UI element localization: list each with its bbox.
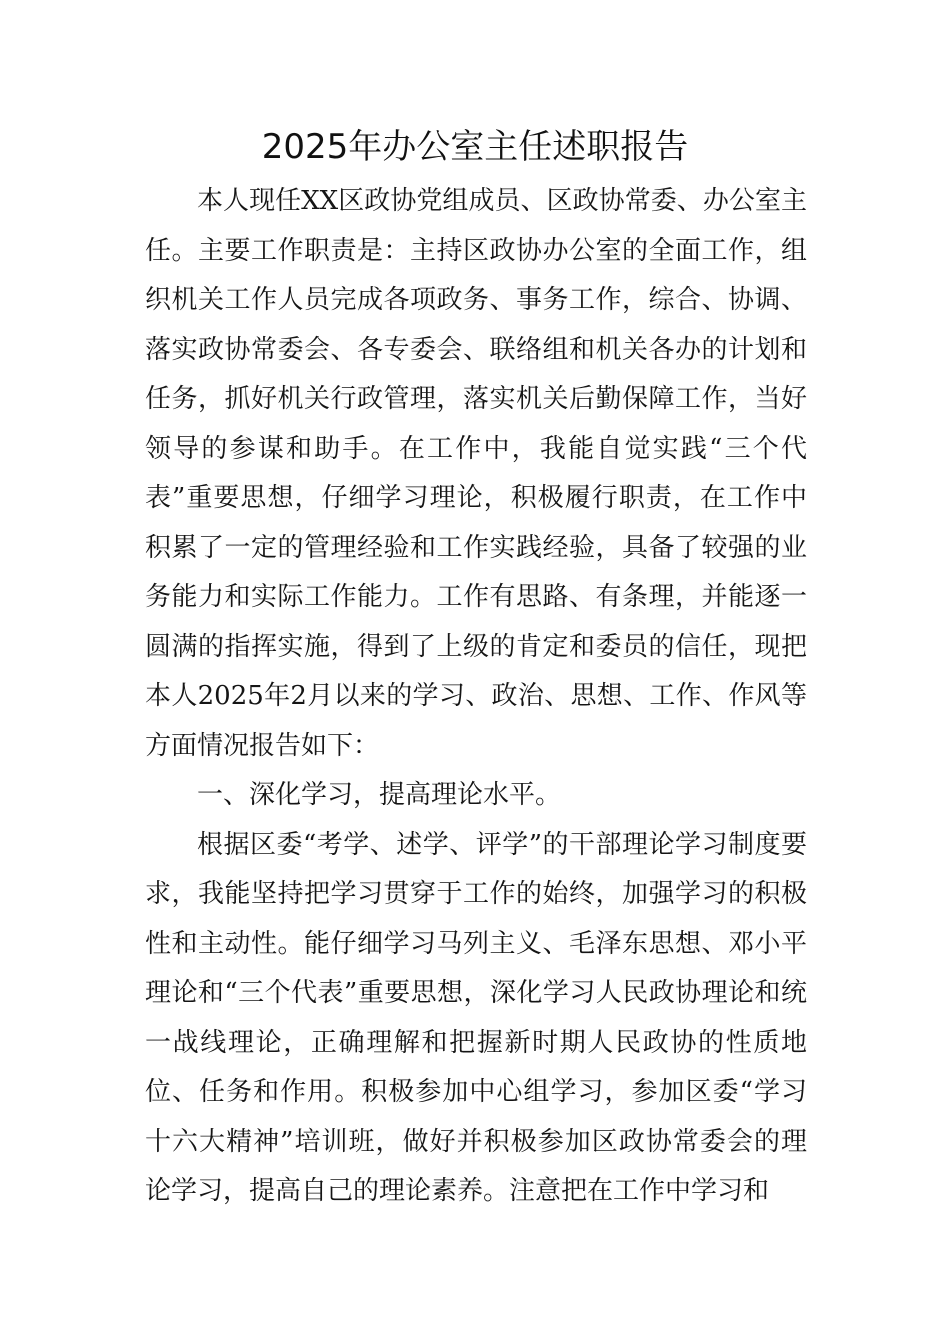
document-title: 2025年办公室主任述职报告 (261, 127, 689, 167)
document-body (145, 177, 807, 1217)
paragraph-section-heading-1: 一、深化学习，提高理论水平。 (197, 780, 562, 810)
paragraph-intro: 本人现任XX区政协党组成员、区政协常委、办公室主任。主要工作职责是：主持区政协办公室的全面工作，组织机关工作人员完成各项政务、事务工作，综合、协调、落实政协常委会、各专委会、联络组和机关各办的计划和任务，抓好机关行政管理，落实机关后勤保障工作，当好领导的参谋和助手。在工作中，我能自觉实践“三个代表”重要思想，仔细学习理论，积极履行职责，在工作中积累了一定的管理经验和工作实践经验，具备了较强的业务能力和实际工作能力。工作有思路、有条理，并能逐一圆满的指挥实施，得到了上级的肯定和委员的信任，现把本人2025年2月以来的学习、政治、思想、工作、作风等方面情况报告如下： (145, 186, 807, 761)
paragraph-study: 根据区委“考学、述学、评学”的干部理论学习制度要求，我能坚持把学习贯穿于工作的始终，加强学习的积极性和主动性。能仔细学习马列主义、毛泽东思想、邓小平理论和“三个代表”重要思想，深化学习人民政协理论和统一战线理论，正确理解和把握新时期人民政协的性质地位、任务和作用。积极参加中心组学习，参加区委“学习十六大精神”培训班，做好并积极参加区政协常委会的理论学习，提高自己的理论素养。注意把在工作中学习和 (145, 829, 807, 1206)
